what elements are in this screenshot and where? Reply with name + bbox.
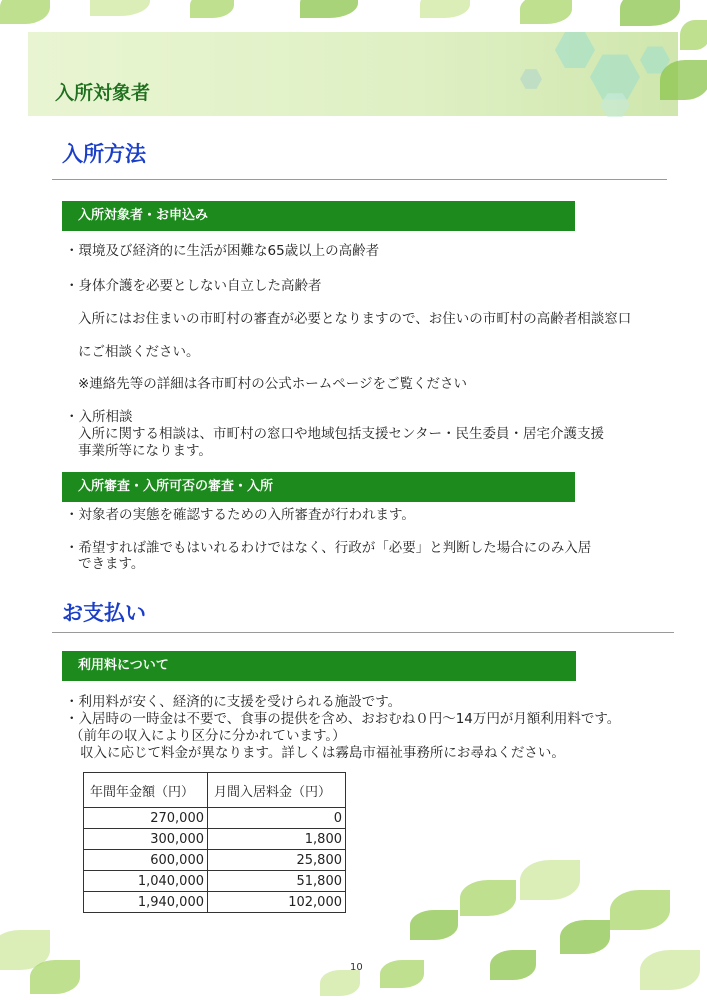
table-row [84,829,346,850]
table-cell: 1,040,000 [84,871,208,892]
screening-line: ・対象者の実態を確認するための入所審査が行われます。 [65,507,415,523]
leaf-decoration-bottom [0,860,707,1000]
section-divider [52,632,674,633]
section-divider [52,179,667,180]
consultation-line: 入所に関する相談は、市町村の窓口や地域包括支援センター・民生委員・居宅介護支援 [78,426,604,442]
fee-line: ・利用料が安く、経済的に支援を受けられる施設です。 [65,694,402,710]
table-cell: 51,800 [208,871,346,892]
table-cell: 0 [208,808,346,829]
fee-line: （前年の収入により区分に分かれています。） [70,728,346,744]
table-header-row [84,773,346,808]
page-header-title: 入所対象者 [55,82,151,104]
table-cell: 25,800 [208,850,346,871]
subsection-bar-eligibility: 入所対象者・お申込み [62,201,575,231]
table-header-cell: 月間入居料金（円） [208,773,346,808]
leaf-decoration-right [660,60,707,100]
consultation-line: 事業所等になります。 [78,443,212,459]
table-cell: 270,000 [84,808,208,829]
table-row [84,808,346,829]
table-cell: 300,000 [84,829,208,850]
table-header-cell: 年間年金額（円） [84,773,208,808]
screening-line: ・希望すれば誰でもはいれるわけではなく、行政が「必要」と判断した場合にのみ入居 [65,540,592,556]
table-cell: 600,000 [84,850,208,871]
screening-line: できます。 [78,556,145,572]
subsection-bar-screening: 入所審査・入所可否の審査・入所 [62,472,575,502]
eligibility-line: ・環境及び経済的に生活が困難な65歳以上の高齢者 [65,243,380,259]
page-number: 10 [350,962,363,973]
fee-line: ・入居時の一時金は不要で、食事の提供を含め、おおむね０円～14万円が月額利用料です。 [65,711,621,727]
eligibility-line: にご相談ください。 [78,344,200,360]
table-cell: 1,940,000 [84,892,208,913]
leaf-decoration-right [680,20,707,50]
eligibility-note: ※連絡先等の詳細は各市町村の公式ホームページをご覧ください [78,376,468,392]
eligibility-line: ・身体介護を必要としない自立した高齢者 [65,278,322,294]
subsection-bar-fees: 利用料について [62,651,576,681]
eligibility-line: 入所にはお住まいの市町村の審査が必要となりますので、お住いの市町村の高齢者相談窓口 [78,311,632,327]
fee-line: 収入に応じて料金が異なります。詳しくは霧島市福祉事務所にお尋ねください。 [80,745,565,761]
table-cell: 1,800 [208,829,346,850]
section-title-admission-method: 入所方法 [62,142,146,166]
section-title-payment: お支払い [62,601,146,625]
table-cell: 102,000 [208,892,346,913]
consultation-heading: ・入所相談 [65,409,133,425]
